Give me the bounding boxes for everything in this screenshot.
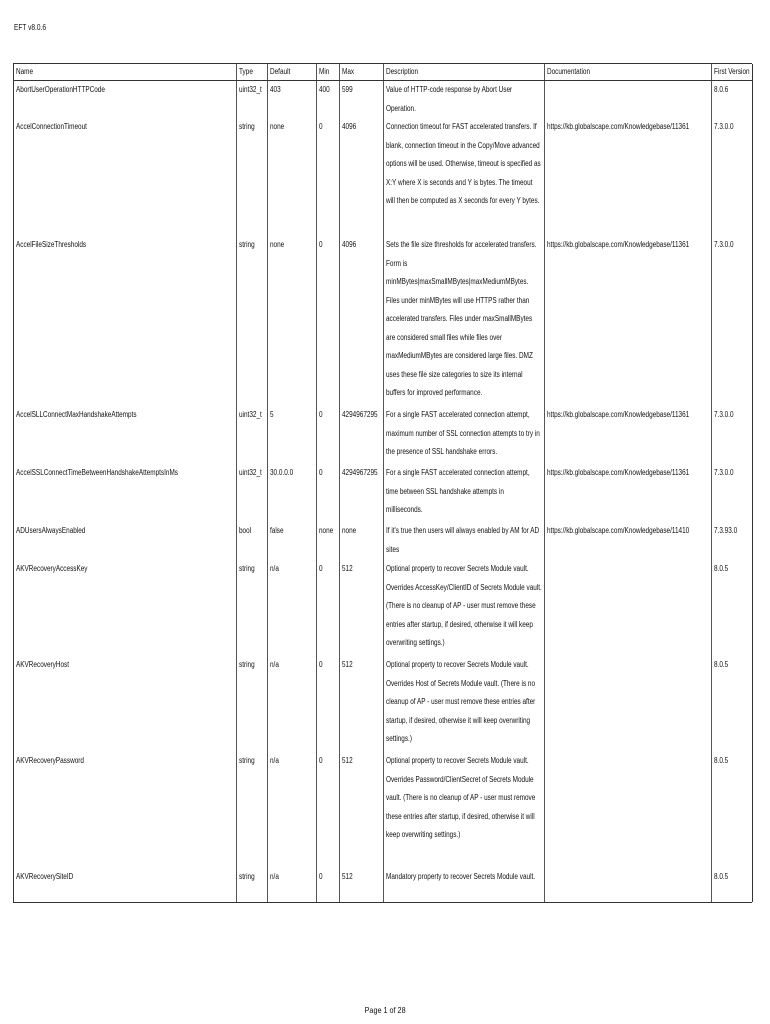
column-header-name: Name: [14, 64, 237, 81]
column-header-min: Min: [317, 64, 340, 81]
cell-min: 0: [317, 236, 340, 406]
table-row: [14, 656, 753, 752]
cell-first-version: 8.0.5: [712, 752, 753, 868]
cell-min: none: [317, 522, 340, 560]
cell-default: n/a: [268, 868, 317, 902]
cell-description: Sets the file size thresholds for accelerated transfers. Form is minMBytes|maxSmallMBytes|maxMediumMBytes. Files under minMBytes will use HTTPS rather than accelerated transfers. Files under maxSmallMBytes are considered small files while files over maxMediumMBytes are considered large files. DMZ uses these file size categories to size its internal buffers for improved performance.: [384, 236, 545, 406]
document-header: EFT v8.0.6: [14, 23, 46, 32]
cell-first-version: 7.3.93.0: [712, 522, 753, 560]
cell-max: 512: [340, 752, 384, 868]
cell-type: string: [237, 752, 268, 868]
table-row: [14, 236, 753, 406]
cell-max: 4294967295: [340, 406, 384, 464]
cell-default: n/a: [268, 560, 317, 656]
cell-max: 4096: [340, 236, 384, 406]
cell-min: 0: [317, 464, 340, 522]
cell-type: string: [237, 236, 268, 406]
table-header-row: [14, 64, 753, 81]
cell-type: bool: [237, 522, 268, 560]
cell-type: uint32_t: [237, 81, 268, 119]
cell-documentation[interactable]: https://kb.globalscape.com/Knowledgebase/11361: [545, 406, 712, 464]
page-footer: [0, 1005, 770, 1015]
table-row: [14, 560, 753, 656]
table-row: [14, 406, 753, 464]
cell-min: 0: [317, 656, 340, 752]
cell-type: string: [237, 118, 268, 236]
cell-name: AccelSSLConnectTimeBetweenHandshakeAttemptsInMs: [14, 464, 237, 522]
cell-description: Mandatory property to recover Secrets Module vault.: [384, 868, 545, 902]
cell-min: 0: [317, 406, 340, 464]
cell-min: 0: [317, 118, 340, 236]
cell-name: AbortUserOperationHTTPCode: [14, 81, 237, 119]
cell-default: 403: [268, 81, 317, 119]
cell-documentation[interactable]: [545, 868, 712, 902]
cell-documentation[interactable]: [545, 81, 712, 119]
cell-name: ADUsersAlwaysEnabled: [14, 522, 237, 560]
cell-default: n/a: [268, 752, 317, 868]
table-row: [14, 464, 753, 522]
cell-documentation[interactable]: [545, 752, 712, 868]
table-row: [14, 81, 753, 119]
table-row: [14, 522, 753, 560]
cell-max: 512: [340, 868, 384, 902]
cell-description: Optional property to recover Secrets Module vault. Overrides AccessKey/ClientID of Secrets Module vault. (There is no cleanup of AP - user must remove these entries after startup, if desired, otherwise it will keep overwriting settings.): [384, 560, 545, 656]
cell-name: AKVRecoverySiteID: [14, 868, 237, 902]
cell-default: 30.0.0.0: [268, 464, 317, 522]
cell-first-version: 8.0.6: [712, 81, 753, 119]
cell-type: uint32_t: [237, 464, 268, 522]
cell-documentation[interactable]: [545, 656, 712, 752]
cell-max: 4096: [340, 118, 384, 236]
cell-default: n/a: [268, 656, 317, 752]
cell-name: AKVRecoveryHost: [14, 656, 237, 752]
column-header-documentation: Documentation: [545, 64, 712, 81]
cell-min: 400: [317, 81, 340, 119]
cell-documentation[interactable]: https://kb.globalscape.com/Knowledgebase/11410: [545, 522, 712, 560]
page-number: Page 1 of 28: [364, 1005, 406, 1015]
cell-default: 5: [268, 406, 317, 464]
cell-first-version: 7.3.0.0: [712, 118, 753, 236]
cell-description: For a single FAST accelerated connection attempt, maximum number of SSL connection attempts to try in the presence of SSL handshake errors.: [384, 406, 545, 464]
cell-min: 0: [317, 752, 340, 868]
cell-name: AccelSLLConnectMaxHandshakeAttempts: [14, 406, 237, 464]
cell-first-version: 8.0.5: [712, 656, 753, 752]
cell-max: 512: [340, 560, 384, 656]
cell-default: none: [268, 118, 317, 236]
cell-first-version: 8.0.5: [712, 560, 753, 656]
cell-description: If it's true then users will always enabled by AM for AD sites: [384, 522, 545, 560]
cell-name: AKVRecoveryPassword: [14, 752, 237, 868]
cell-documentation[interactable]: https://kb.globalscape.com/Knowledgebase/11361: [545, 118, 712, 236]
cell-max: 512: [340, 656, 384, 752]
cell-default: false: [268, 522, 317, 560]
cell-name: AKVRecoveryAccessKey: [14, 560, 237, 656]
cell-type: string: [237, 656, 268, 752]
cell-max: 4294967295: [340, 464, 384, 522]
cell-description: Connection timeout for FAST accelerated transfers. If blank, connection timeout in the Copy/Move advanced options will be used. Otherwise, timeout is specified as X:Y where X is seconds and Y is bytes. The timeout will then be computed as X seconds for every Y bytes.: [384, 118, 545, 236]
cell-type: uint32_t: [237, 406, 268, 464]
column-header-max: Max: [340, 64, 384, 81]
cell-type: string: [237, 560, 268, 656]
cell-first-version: 8.0.5: [712, 868, 753, 902]
cell-description: Value of HTTP-code response by Abort User Operation.: [384, 81, 545, 119]
cell-min: 0: [317, 868, 340, 902]
cell-description: Optional property to recover Secrets Module vault. Overrides Password/ClientSecret of Secrets Module vault. (There is no cleanup of AP - user must remove these entries after startup, if desired, otherwise it will keep overwriting settings.): [384, 752, 545, 868]
column-header-default: Default: [268, 64, 317, 81]
cell-name: AccelConnectionTimeout: [14, 118, 237, 236]
table-row: [14, 752, 753, 868]
cell-first-version: 7.3.0.0: [712, 464, 753, 522]
table-row: [14, 868, 753, 902]
cell-default: none: [268, 236, 317, 406]
cell-description: Optional property to recover Secrets Module vault. Overrides Host of Secrets Module vault. (There is no cleanup of AP - user must remove these entries after startup, if desired, otherwise it will keep overwriting settings.): [384, 656, 545, 752]
column-header-first-version: First Version: [712, 64, 753, 81]
cell-max: none: [340, 522, 384, 560]
cell-first-version: 7.3.0.0: [712, 236, 753, 406]
cell-description: For a single FAST accelerated connection attempt, time between SSL handshake attempts in milliseconds.: [384, 464, 545, 522]
column-header-description: Description: [384, 64, 545, 81]
cell-first-version: 7.3.0.0: [712, 406, 753, 464]
cell-name: AccelFileSizeThresholds: [14, 236, 237, 406]
table-row: [14, 118, 753, 236]
cell-max: 599: [340, 81, 384, 119]
cell-documentation[interactable]: https://kb.globalscape.com/Knowledgebase/11361: [545, 236, 712, 406]
column-header-type: Type: [237, 64, 268, 81]
cell-documentation[interactable]: https://kb.globalscape.com/Knowledgebase/11361: [545, 464, 712, 522]
cell-type: string: [237, 868, 268, 902]
parameters-table: [13, 63, 752, 903]
cell-min: 0: [317, 560, 340, 656]
cell-documentation[interactable]: [545, 560, 712, 656]
